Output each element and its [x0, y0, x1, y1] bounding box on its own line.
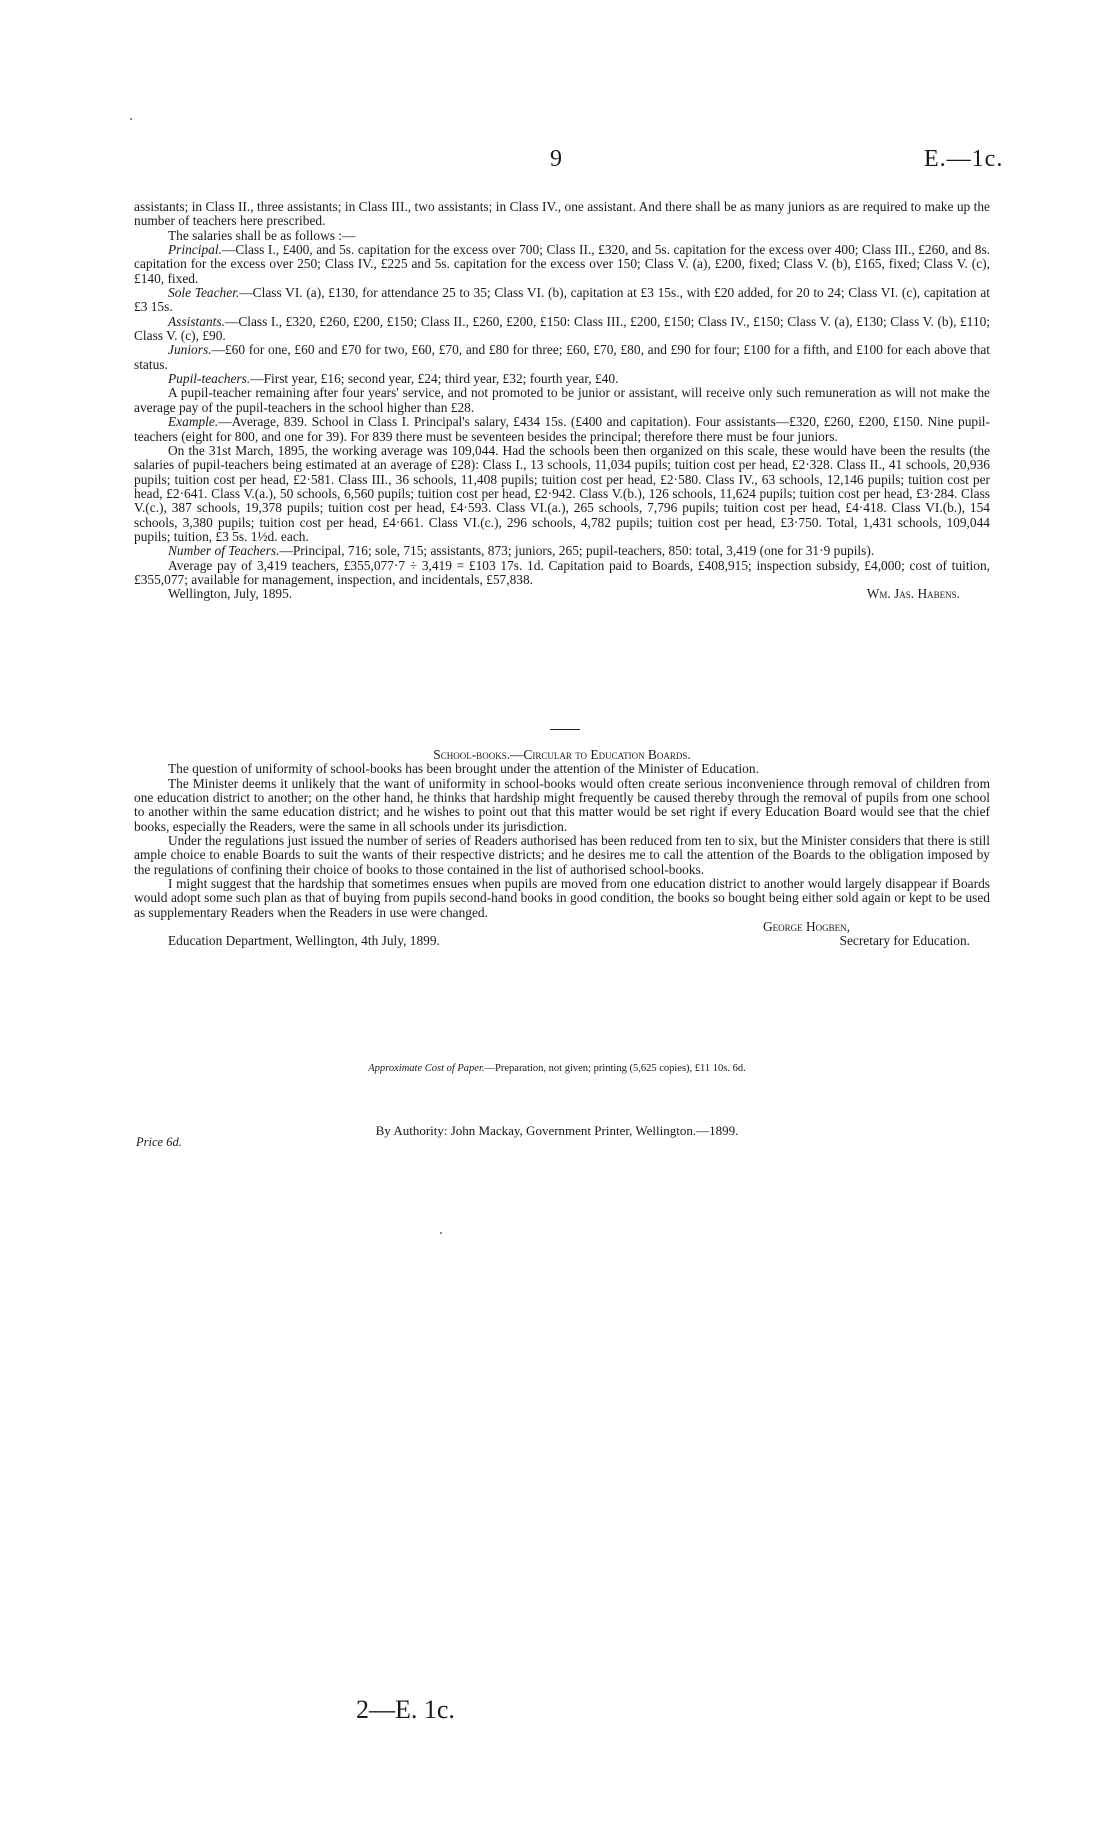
cost-label: Approximate Cost of Paper. [368, 1063, 485, 1074]
signoff [134, 587, 990, 601]
paragraph-label: Principal. [168, 242, 222, 258]
page-mark [130, 118, 132, 120]
paragraph-label: Sole Teacher. [168, 285, 240, 301]
signature-title: Secretary for Education. [839, 933, 970, 949]
paragraph: On the 31st March, 1895, the working average was 109,044. Had the schools been then organized on this scale, these would have been the results (the salaries of pupil-teachers being estimated at an average of £28): Class I., 13 schools, 11,034 pupils; tuition cost per head, £2·328. Class II., 41 schools, 20,936 pupils; tuition cost per head, £2·581. Class III., 36 schools, 11,408 pupils; tuition cost per head, £2·580. Class IV., 63 schools, 12,146 pupils; tuition cost per head, £2·641. Class V.(a.), 50 schools, 6,560 pupils; tuition cost per head, £2·942. Class V.(b.), 126 schools, 11,624 pupils; tuition cost per head, £3·284. Class V.(c.), 387 schools, 19,378 pupils; tuition cost per head, £4·593. Class VI.(a.), 265 schools, 7,796 pupils; tuition cost per head, £4·418. Class VI.(b.), 154 schools, 3,380 pupils; tuition cost per head, £4·661. Class VI.(c.), 296 schools, 4,782 pupils; tuition cost per head, £3·750. Total, 1,431 schools, 109,044 pupils; tuition, £3 5s. 1½d. each. [134, 442, 990, 544]
footer-code: 2—E. 1c. [356, 1695, 455, 1724]
place-date: Wellington, July, 1895. [168, 586, 293, 602]
signature-name: George Hogben, [762, 919, 850, 935]
paragraph-label: Juniors. [168, 342, 212, 358]
paragraph: The question of uniformity of school-books has been brought under the attention of the Minister of Education. [168, 761, 759, 777]
paragraph: Pupil-teachers.—First year, £16; second year, £24; third year, £32; fourth year, £40. [168, 371, 619, 387]
signoff [134, 934, 990, 948]
page-number: 9 [550, 146, 562, 172]
paragraph: Sole Teacher.—Class VI. (a), £130, for attendance 25 to 35; Class VI. (b), capitation at £3 15s., with £20 added, for 20 to 24; Class VI. (c), capitation at £3 15s. [134, 285, 990, 315]
paragraph: I might suggest that the hardship that sometimes ensues when pupils are moved from one education district to another would largely disappear if Boards would adopt some such plan as that of buying from pupils second-hand books in good condition, the books so bought being either sold again or kept to be used as supplementary Readers when the Readers in use were changed. [134, 876, 990, 920]
paragraph: The salaries shall be as follows :— [168, 227, 356, 243]
paragraph: The Minister deems it unlikely that the want of uniformity in school-books would often create serious inconvenience through removal of children from one education district to another; on the other hand, he thinks that hardship might frequently be caused thereby through the removal of pupils from one school to another within the same education district; and he wishes to point out that this matter would be set right if every Education Board would see that the chief books, especially the Readers, were the same in all schools under its jurisdiction. [134, 775, 990, 834]
paragraph-label: Number of Teachers. [168, 543, 280, 559]
signoff [134, 920, 990, 934]
section-heading: School-books.—Circular to Education Boards. [433, 747, 691, 762]
circular-section [134, 748, 990, 949]
page-mark [440, 1232, 442, 1234]
paragraph-label: Assistants. [168, 313, 225, 329]
paragraph: assistants; in Class II., three assistants; in Class III., two assistants; in Class IV., one assistant. And there shall be as many juniors as are required to make up the number of teachers here prescribed. [134, 199, 990, 229]
department: Education Department, Wellington, 4th July, 1899. [168, 933, 440, 949]
signature: Wm. Jas. Habens. [866, 586, 960, 602]
cost-of-paper [0, 1063, 1114, 1074]
section-divider [550, 729, 580, 730]
salary-scale-section [134, 200, 990, 602]
paragraph: A pupil-teacher remaining after four years' service, and not promoted to be junior or assistant, will receive only such remuneration as will not make the average pay of the pupil-teachers in the school higher than £28. [134, 385, 990, 415]
paragraph: Number of Teachers.—Principal, 716; sole, 715; assistants, 873; juniors, 265; pupil-teachers, 850: total, 3,419 (one for 31·9 pupils). [168, 543, 875, 559]
price: Price 6d. [136, 1135, 182, 1149]
paragraph-label: Example. [168, 414, 219, 430]
paragraph: Assistants.—Class I., £320, £260, £200, £150; Class II., £260, £200, £150: Class III., £200, £150; Class IV., £150; Class V. (a), £130; Class V. (b), £110; Class V. (c), £90. [134, 313, 990, 344]
printer-authority: By Authority: John Mackay, Government Printer, Wellington.—1899. [375, 1123, 739, 1138]
paragraph: Juniors.—£60 for one, £60 and £70 for two, £60, £70, and £80 for three; £60, £70, £80, and £90 for four; £100 for a fifth, and £100 for each above that status. [134, 342, 990, 372]
cost-text: —Preparation, not given; printing (5,625 copies), £11 10s. 6d. [484, 1063, 746, 1074]
paragraph: Principal.—Class I., £400, and 5s. capitation for the excess over 700; Class II., £320, and 5s. capitation for the excess over 400; Class III., £260, and 8s. capitation for the excess over 250; Class IV., £225 and 5s. capitation for the excess over 150; Class V. (a), £200, fixed; Class V. (b), £165, fixed; Class V. (c), £140, fixed. [134, 242, 990, 286]
paragraph-label: Pupil-teachers. [168, 371, 251, 387]
paragraph: Under the regulations just issued the number of series of Readers authorised has been reduced from ten to six, but the Minister considers that there is still ample choice to enable Boards to suit the wants of their respective districts; and he desires me to call the attention of the Boards to the obligation imposed by the regulations of confining their choice of books to those contained in the list of authorised school-books. [134, 833, 990, 877]
paragraph: Average pay of 3,419 teachers, £355,077·7 ÷ 3,419 = £103 17s. 1d. Capitation paid to Boards, £408,915; inspection subsidy, £4,000; cost of tuition, £355,077; available for management, inspection, and incidentals, £57,838. [134, 557, 990, 587]
report-code: E.—1c. [924, 146, 1004, 172]
paragraph: Example.—Average, 839. School in Class I. Principal's salary, £434 15s. (£400 and capitation). Four assistants—£320, £260, £200, £150. Nine pupil-teachers (eight for 800, and one for 39). For 839 there must be seventeen besides the principal; therefore there must be four juniors. [134, 414, 990, 444]
